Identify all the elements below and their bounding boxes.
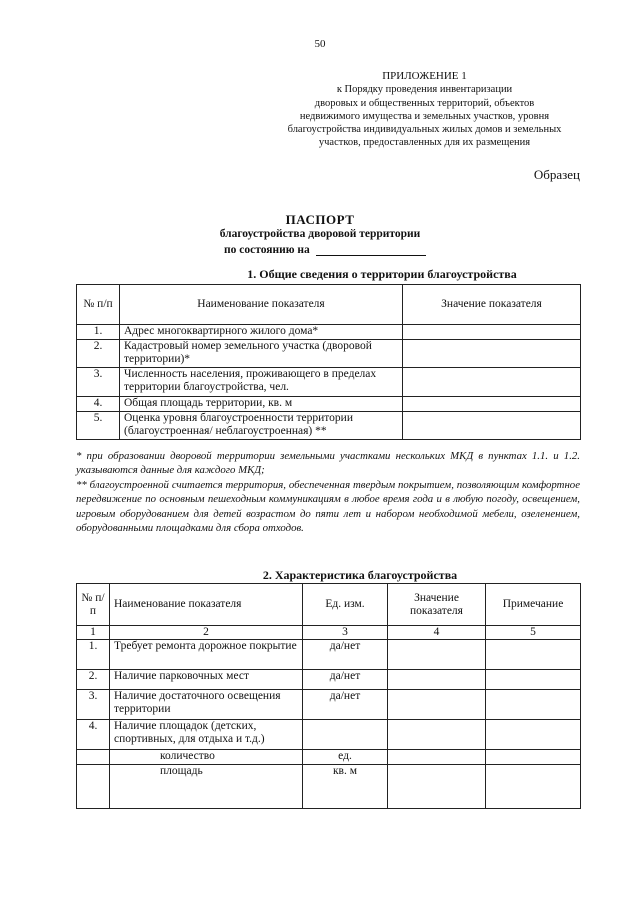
row-num: 1. — [77, 640, 110, 670]
row-unit: да/нет — [303, 640, 388, 670]
row-value — [403, 368, 581, 397]
row-unit: ед. — [303, 750, 388, 765]
document-subtitle: благоустройства дворовой территории — [219, 228, 421, 240]
row-name: Кадастровый номер земельного участка (дворовой территории)* — [120, 340, 403, 368]
row-unit — [303, 720, 388, 750]
col-number: 1 — [77, 626, 110, 640]
sample-label: Образец — [533, 167, 580, 182]
row-value — [388, 765, 486, 809]
row-num — [77, 750, 110, 765]
table-row — [77, 412, 581, 440]
row-num: 2. — [77, 670, 110, 690]
row-name: Требует ремонта дорожное покрытие — [110, 640, 303, 670]
table-row — [77, 368, 581, 397]
row-note — [486, 670, 581, 690]
table-row — [77, 397, 581, 412]
row-num — [77, 765, 110, 809]
row-name: Наличие парковочных мест — [110, 670, 303, 690]
row-name: Наличие достаточного освещения территории — [110, 690, 303, 720]
appendix-line: дворовых и общественных территорий, объектов — [314, 97, 535, 109]
header-num: № п/п — [77, 285, 120, 325]
col-number: 5 — [486, 626, 581, 640]
section2-heading: 2. Характеристика благоустройства — [262, 568, 458, 582]
row-name: количество — [110, 750, 303, 765]
column-number-row — [77, 626, 581, 640]
table-row — [77, 640, 581, 670]
col-number: 3 — [303, 626, 388, 640]
characteristics-table — [76, 583, 581, 809]
row-note — [486, 750, 581, 765]
appendix-line: участков, предоставленных для их размещения — [318, 137, 531, 149]
header-note: Примечание — [486, 584, 581, 626]
row-unit: да/нет — [303, 690, 388, 720]
row-value — [388, 750, 486, 765]
row-value — [388, 690, 486, 720]
row-num: 4. — [77, 397, 120, 412]
row-value — [403, 340, 581, 368]
row-unit: кв. м — [303, 765, 388, 809]
col-number: 4 — [388, 626, 486, 640]
general-info-table — [76, 284, 581, 440]
header-value: Значение показателя — [403, 285, 581, 325]
row-num: 3. — [77, 368, 120, 397]
page-number: 50 — [314, 38, 326, 50]
row-note — [486, 640, 581, 670]
footnote-2: ** благоустроенной считается территория, обеспеченная твердым покрытием, позволяющим комфортное передвижение по основным пешеходным коммуникациям в любое время года и в любую погоду, освещением, игровым оборудованием для детей возрастом до пяти лет и набором необходимой мебели, озеленением, оборудованными площадками для сбора отходов. — [76, 478, 580, 535]
row-value — [388, 640, 486, 670]
row-num: 4. — [77, 720, 110, 750]
row-num: 2. — [77, 340, 120, 368]
table-row — [77, 720, 581, 750]
appendix-line: к Порядку проведения инвентаризации — [336, 84, 513, 96]
appendix-heading: ПРИЛОЖЕНИЕ 1 — [382, 70, 467, 82]
table-row — [77, 750, 581, 765]
row-note — [486, 720, 581, 750]
row-name: Оценка уровня благоустроенности территории (благоустроенная/ неблагоустроенная) ** — [120, 412, 403, 440]
row-name: Общая площадь территории, кв. м — [120, 397, 403, 412]
table-row — [77, 325, 581, 340]
table-row — [77, 340, 581, 368]
header-value: Значение показателя — [388, 584, 486, 626]
row-name: Численность населения, проживающего в пределах территории благоустройства, чел. — [120, 368, 403, 397]
table-row — [77, 690, 581, 720]
header-name: Наименование показателя — [110, 584, 303, 626]
row-value — [388, 720, 486, 750]
appendix-line: благоустройства индивидуальных жилых домов и земельных — [287, 124, 562, 136]
header-num: № п/п — [77, 584, 110, 626]
footnotes — [76, 449, 580, 535]
section1-heading: 1. Общие сведения о территории благоустройства — [247, 267, 517, 281]
table-row — [77, 670, 581, 690]
row-name: площадь — [110, 765, 303, 809]
date-line — [224, 243, 426, 256]
row-num: 5. — [77, 412, 120, 440]
date-blank — [316, 243, 426, 256]
table-row — [77, 765, 581, 809]
row-note — [486, 765, 581, 809]
appendix-block — [262, 70, 587, 150]
row-value — [388, 670, 486, 690]
row-unit: да/нет — [303, 670, 388, 690]
appendix-line: недвижимого имущества и земельных участков, уровня — [299, 110, 550, 122]
row-value — [403, 397, 581, 412]
footnote-1: * при образовании дворовой территории земельными участками нескольких МКД в пунктах 1.1. и 1.2. указываются данные для каждого МКД; — [76, 450, 580, 477]
date-line-label: по состоянию на — [224, 244, 310, 256]
col-number: 2 — [110, 626, 303, 640]
row-num: 3. — [77, 690, 110, 720]
row-num: 1. — [77, 325, 120, 340]
row-note — [486, 690, 581, 720]
document-title: ПАСПОРТ — [285, 212, 355, 227]
header-name: Наименование показателя — [120, 285, 403, 325]
row-name: Адрес многоквартирного жилого дома* — [120, 325, 403, 340]
header-unit: Ед. изм. — [303, 584, 388, 626]
row-value — [403, 412, 581, 440]
row-value — [403, 325, 581, 340]
row-name: Наличие площадок (детских, спортивных, для отдыха и т.д.) — [110, 720, 303, 750]
